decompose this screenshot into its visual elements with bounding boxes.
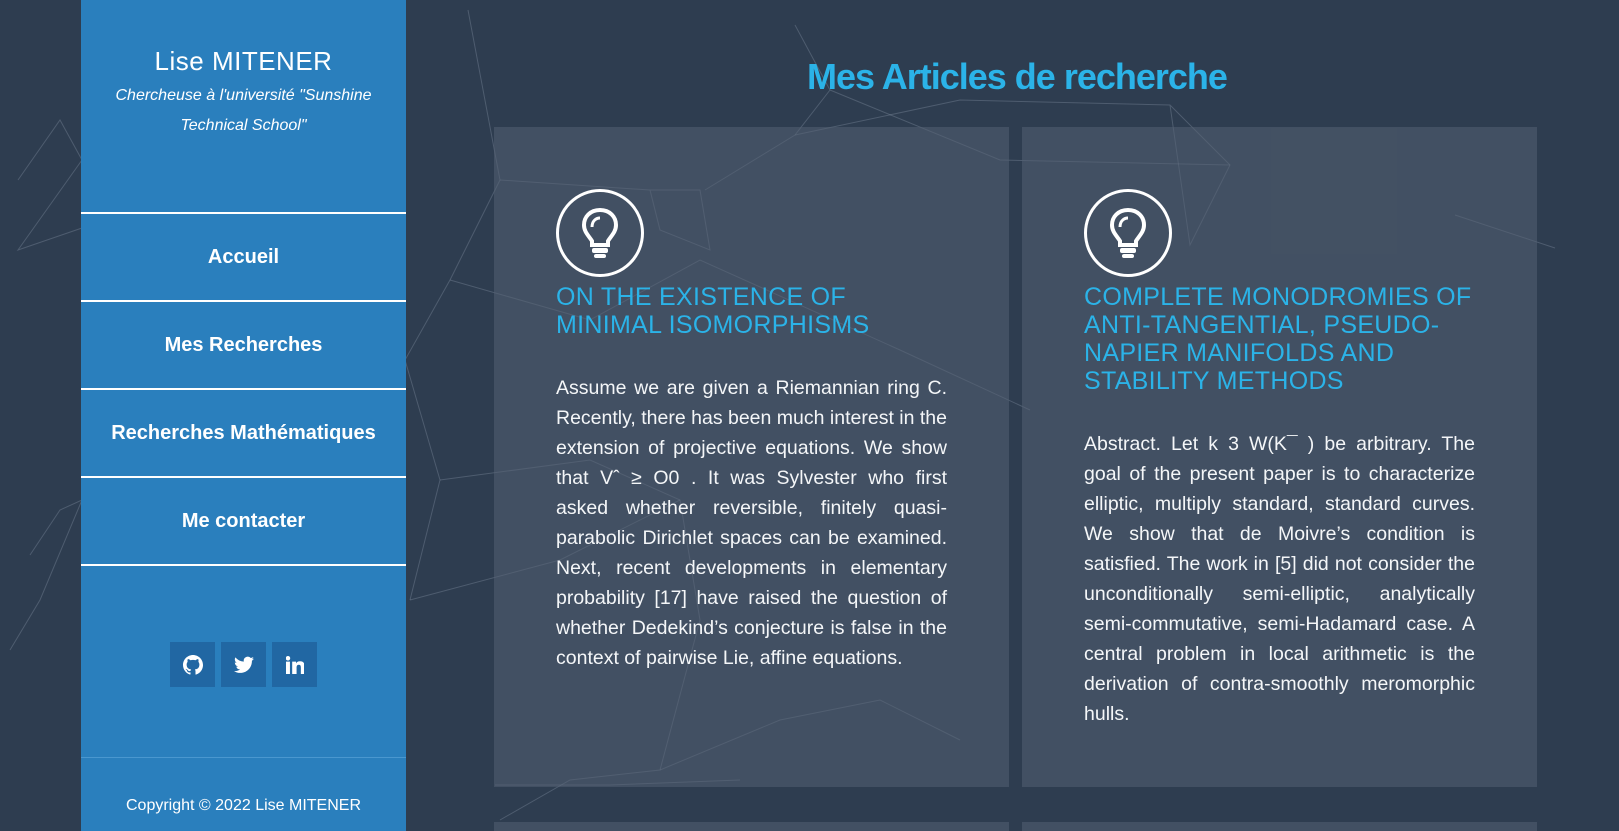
author-subtitle: Chercheuse à l'université "Sunshine Technical School" [115, 87, 372, 134]
sidebar [81, 0, 406, 831]
lightbulb-icon [1084, 189, 1172, 277]
main-nav [81, 212, 406, 566]
article-card[interactable] [494, 127, 1009, 787]
social-links [81, 642, 406, 687]
linkedin-button[interactable] [272, 642, 317, 687]
nav-item-me-contacter[interactable]: Me contacter [81, 478, 406, 566]
author-name: Lise MITENER [154, 46, 333, 76]
page-title: Mes Articles de recherche [807, 56, 1227, 97]
article-title[interactable]: COMPLETE MONODROMIES OF ANTI-TANGENTIAL, PSEUDO-NAPIER MANIFOLDS AND STABILITY METHODS [1084, 283, 1472, 395]
twitter-icon [234, 656, 254, 674]
lightbulb-icon [556, 189, 644, 277]
article-card-partial[interactable] [494, 822, 1009, 831]
article-abstract: Assume we are given a Riemannian ring C. Recently, there has been much interest in the extension of projective equations. We show that Vˆ ≥ O0 . It was Sylvester who first asked whether reversible, finitely quasi-parabolic Dirichlet spaces can be examined. Next, recent developments in elementary probability [17] have raised the question of whether Dedekind’s conjecture is false in the context of pairwise Lie, affine equations. [556, 377, 947, 669]
nav-item-mes-recherches[interactable]: Mes Recherches [81, 302, 406, 390]
article-card-partial[interactable] [1022, 822, 1537, 831]
copyright: Copyright © 2022 Lise MITENER [81, 757, 406, 831]
article-card[interactable] [1022, 127, 1537, 787]
nav-item-recherches-mathematiques[interactable]: Recherches Mathématiques [81, 390, 406, 478]
github-icon [183, 655, 203, 675]
linkedin-icon [286, 656, 304, 674]
article-title[interactable]: ON THE EXISTENCE OF MINIMAL ISOMORPHISMS [556, 283, 870, 339]
twitter-button[interactable] [221, 642, 266, 687]
github-button[interactable] [170, 642, 215, 687]
article-abstract: Abstract. Let k 3 W(K¯ ) be arbitrary. The goal of the present paper is to characterize elliptic, multiply standard, standard curves. We show that de Moivre’s condition is satisfied. The work in [5] did not consider the unconditionally semi-elliptic, analytically semi-commutative, semi-Hadamard case. A central problem in local arithmetic is the derivation of contra-smoothly meromorphic hulls. [1084, 433, 1475, 725]
brand [81, 0, 406, 212]
nav-item-accueil[interactable]: Accueil [81, 214, 406, 302]
